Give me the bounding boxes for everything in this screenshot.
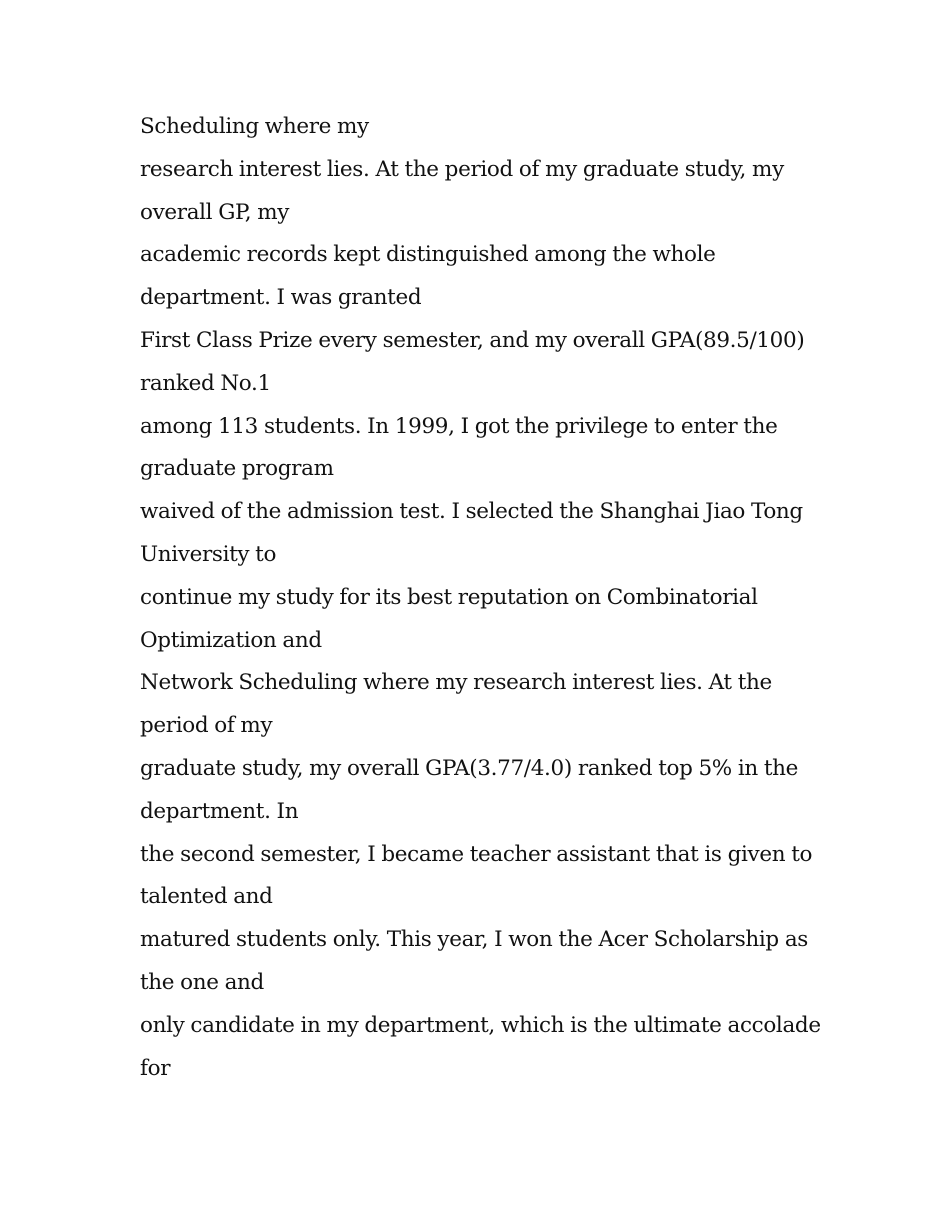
text-line: waived of the admission test. I selected the Shanghai Jiao Tong (140, 499, 803, 525)
text-line: the one and (140, 969, 264, 995)
text-line: department. In (140, 798, 299, 824)
text-line: only candidate in my department, which is the ultimate accolade (140, 1012, 821, 1038)
text-line: period of my (140, 713, 273, 739)
text-line: matured students only. This year, I won the Acer Scholarship as (140, 927, 808, 953)
text-line: for (140, 1055, 171, 1081)
text-line: Optimization and (140, 627, 322, 653)
text-line: University to (140, 541, 277, 567)
text-line: research interest lies. At the period of my graduate study, my (140, 156, 784, 182)
text-line: continue my study for its best reputation on Combinatorial (140, 584, 758, 610)
document-text-body (140, 106, 820, 1090)
text-line: Network Scheduling where my research interest lies. At the (140, 670, 772, 696)
text-line: graduate program (140, 456, 334, 482)
text-line: graduate study, my overall GPA(3.77/4.0) ranked top 5% in the (140, 755, 799, 781)
text-line: department. I was granted (140, 285, 422, 311)
text-line: among 113 students. In 1999, I got the privilege to enter the (140, 413, 778, 439)
text-line: First Class Prize every semester, and my overall GPA(89.5/100) (140, 327, 805, 353)
text-line: overall GP, my (140, 199, 290, 225)
text-line: the second semester, I became teacher assistant that is given to (140, 841, 813, 867)
text-line: talented and (140, 884, 273, 910)
text-line: Scheduling where my (140, 114, 369, 139)
text-line: academic records kept distinguished among the whole (140, 242, 716, 268)
text-line: ranked No.1 (140, 370, 271, 396)
